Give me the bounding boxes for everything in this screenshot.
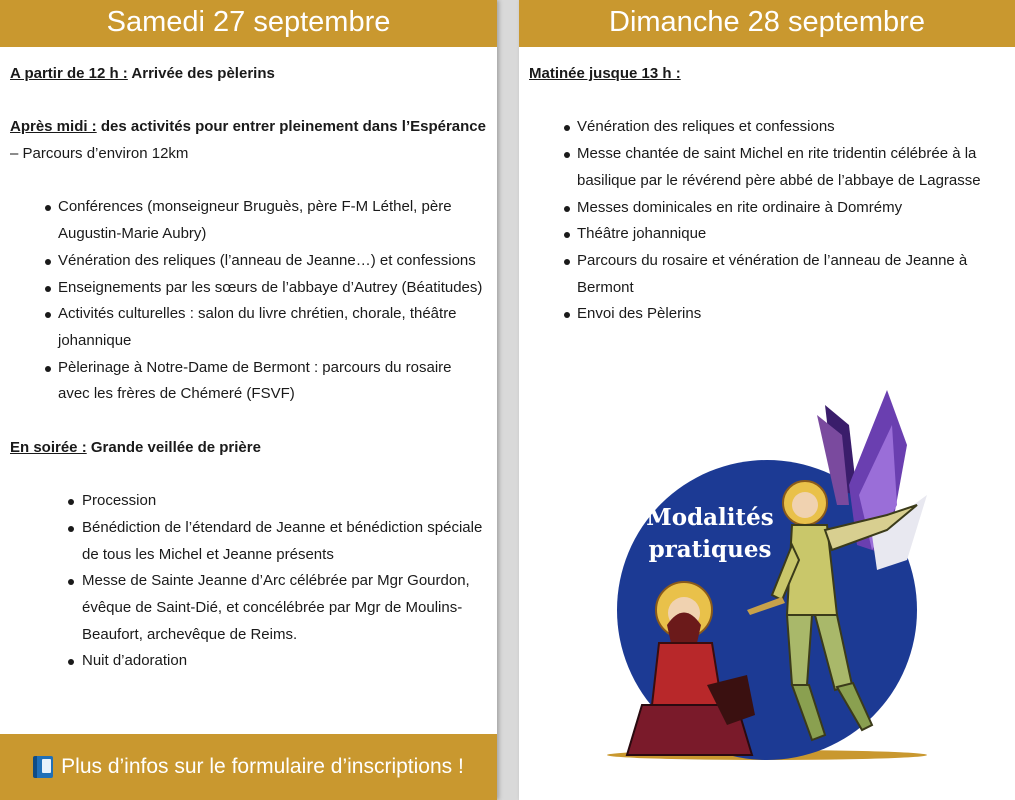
- list-item: Bénédiction de l’étendard de Jeanne et bénédiction spéciale de tous les Michel et Jeanne présents: [10, 515, 487, 568]
- morning-list: [529, 114, 1005, 328]
- afternoon-list: [10, 194, 487, 408]
- afternoon-route: – Parcours d’environ 12km: [10, 145, 189, 163]
- saturday-title: Samedi 27 septembre: [0, 0, 497, 47]
- evening-text: Grande veillée de prière: [86, 438, 261, 456]
- list-item: Activités culturelles : salon du livre chrétien, chorale, théâtre johannique: [10, 301, 487, 354]
- list-item: Conférences (monseigneur Bruguès, père F-M Léthel, père Augustin-Marie Aubry): [10, 194, 487, 247]
- saturday-column: [0, 0, 497, 800]
- morning-label: Matinée jusque 13 h :: [529, 65, 681, 82]
- list-item: Parcours du rosaire et vénération de l’anneau de Jeanne à Bermont: [529, 248, 1005, 301]
- sunday-title: Dimanche 28 septembre: [519, 0, 1015, 47]
- illustration-title-line1: Modalités: [646, 504, 774, 531]
- arrival-text: Arrivée des pèlerins: [127, 65, 275, 82]
- list-item: Enseignements par les sœurs de l’abbaye d’Autrey (Béatitudes): [10, 275, 487, 302]
- list-item: Envoi des Pèlerins: [529, 301, 1005, 328]
- afternoon-text: des activités pour entrer pleinement dans l’Espérance: [96, 118, 486, 136]
- list-item: Vénération des reliques (l’anneau de Jeanne…) et confessions: [10, 248, 487, 275]
- list-item: Procession: [10, 488, 487, 515]
- arrival-label: A partir de 12 h :: [10, 65, 128, 82]
- registration-info-link[interactable]: [0, 734, 497, 800]
- evening-list: [10, 488, 487, 675]
- illustration-title-line2: pratiques: [648, 536, 772, 563]
- registration-info-text: Plus d’infos sur le formulaire d’inscriptions !: [61, 755, 464, 778]
- list-item: Messes dominicales en rite ordinaire à Domrémy: [529, 195, 1005, 222]
- list-item: Nuit d’adoration: [10, 648, 487, 675]
- book-icon: [33, 756, 53, 778]
- modalites-pratiques-illustration[interactable]: [587, 385, 947, 780]
- morning-line: [529, 61, 1005, 88]
- list-item: Théâtre johannique: [529, 221, 1005, 248]
- evening-line: [10, 435, 487, 462]
- arrival-line: [10, 61, 487, 88]
- evening-label: En soirée :: [10, 438, 87, 456]
- saturday-content: [0, 47, 497, 675]
- afternoon-label: Après midi :: [10, 118, 97, 136]
- afternoon-line: [10, 114, 487, 141]
- list-item: Messe chantée de saint Michel en rite tridentin célébrée à la basilique par le révérend père abbé de l’abbaye de Lagrasse: [529, 141, 1005, 194]
- list-item: Pèlerinage à Notre-Dame de Bermont : parcours du rosaire avec les frères de Chémeré (FSVF): [10, 355, 487, 408]
- list-item: Messe de Sainte Jeanne d’Arc célébrée par Mgr Gourdon, évêque de Saint-Dié, et concélébrée par Mgr de Moulins-Beaufort, archevêque de Reims.: [10, 568, 487, 648]
- sunday-content: [519, 47, 1015, 328]
- list-item: Vénération des reliques et confessions: [529, 114, 1005, 141]
